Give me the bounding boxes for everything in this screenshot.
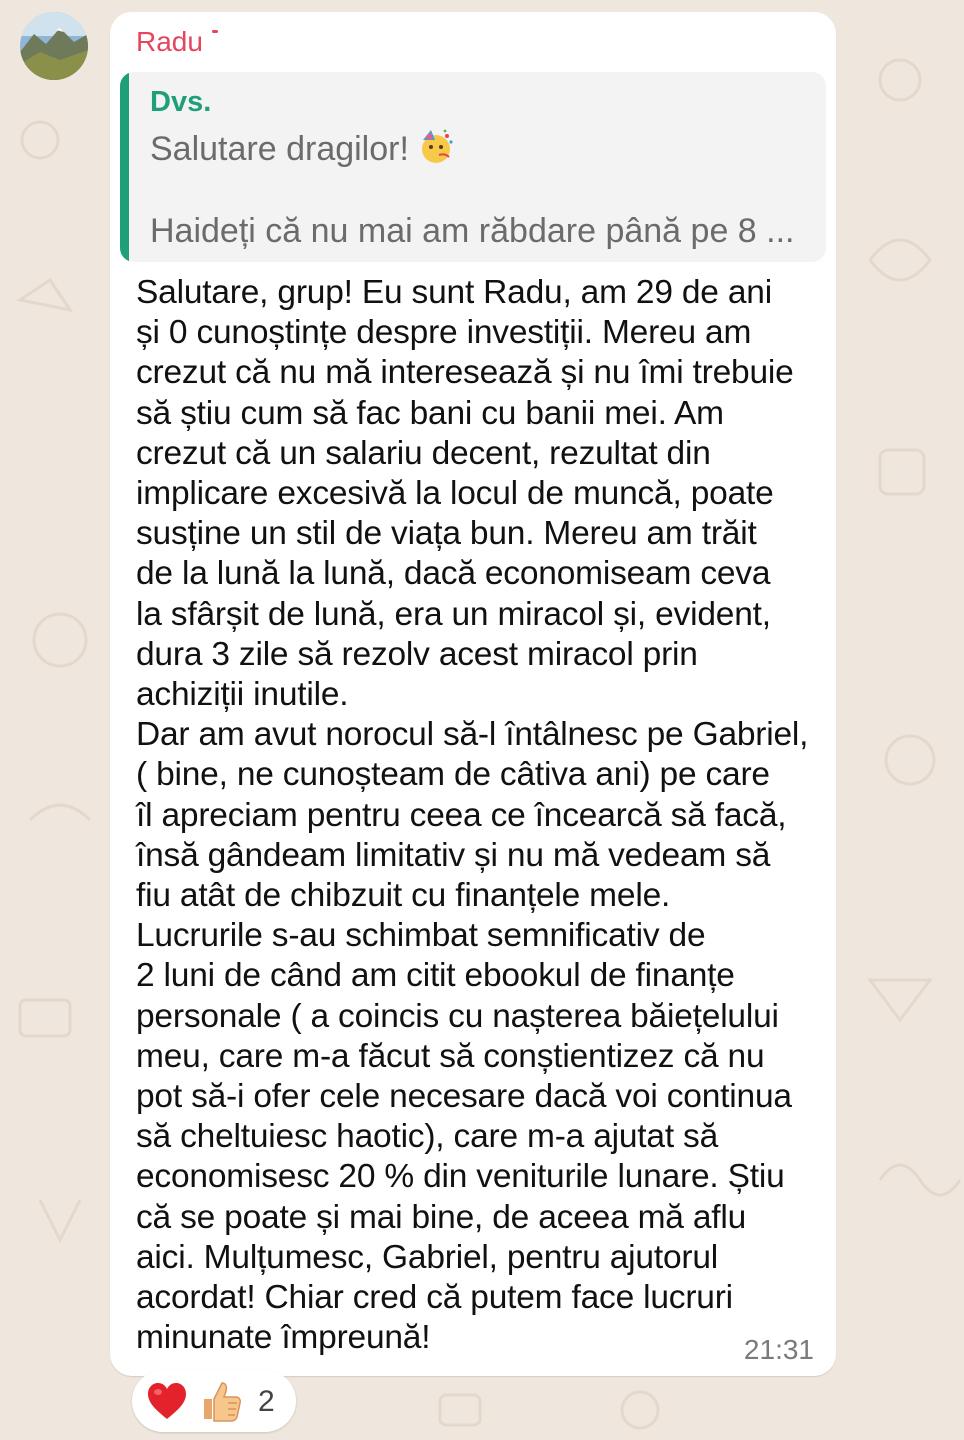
partying-face-icon [417, 128, 455, 166]
message-text: Salutare, grup! Eu sunt Radu, am 29 de ani și 0 cunoștințe despre investiții. Mereu am crezut că nu mă interesează și nu îmi trebuie să știu cum să fac bani cu banii mei. Am crezut că un salariu decent, rezultat din implicare excesivă la locul de muncă, poate susține un stil de viața bun. Mereu am trăit de la lună la lună, dacă economiseam ceva la sfârșit de lună, era un miracol și, evident, dura 3 zile să rezolv acest miracol prin achiziții inutile. Dar am avut norocul să-l întâlnesc pe Gabriel, ( bine, ne cunoșteam de câtiva ani) pe care îl apreciam pentru ceea ce încearcă să facă, însă gândeam limitativ și nu mă vedeam să fiu atât de chibzuit cu finanțele mele. Lucrurile s-au schimbat semnificativ de 2 luni de când am citit ebookul de finanțe personale ( a coincis cu nașterea băiețelului meu, care m-a făcut să conștientizez că nu pot să-i ofer cele necesare dacă voi continua să cheltuiesc haotic), care m-a ajutat să economisesc 20 % din veniturile lunare. Știu că se poate și mai bine, de aceea mă aflu aici. Mulțumesc, Gabriel, pentru ajutorul acordat! Chiar cred că putem face lucruri minunate împreună! [136, 274, 809, 1357]
reactions-pill[interactable] [132, 1370, 296, 1432]
message-bubble[interactable] [110, 12, 836, 1376]
sender-name[interactable]: Radu [136, 26, 203, 57]
quoted-first-line [150, 128, 455, 169]
quoted-author: Dvs. [150, 86, 212, 118]
quoted-message[interactable] [120, 72, 826, 262]
message-timestamp: 21:31 [743, 1334, 814, 1365]
reaction-count: 2 [258, 1385, 275, 1418]
thumbs-up-icon [200, 1379, 242, 1423]
quote-accent-bar [120, 72, 129, 262]
sender-avatar[interactable] [20, 12, 88, 80]
heart-icon [146, 1381, 188, 1421]
quoted-first-line-text: Salutare dragilor! [150, 130, 409, 168]
avatar-landscape-image [20, 12, 88, 80]
quoted-second-line: Haideți că nu mai am răbdare până pe 8 ... [150, 212, 795, 250]
sender-name-overflow-mark [212, 30, 218, 33]
